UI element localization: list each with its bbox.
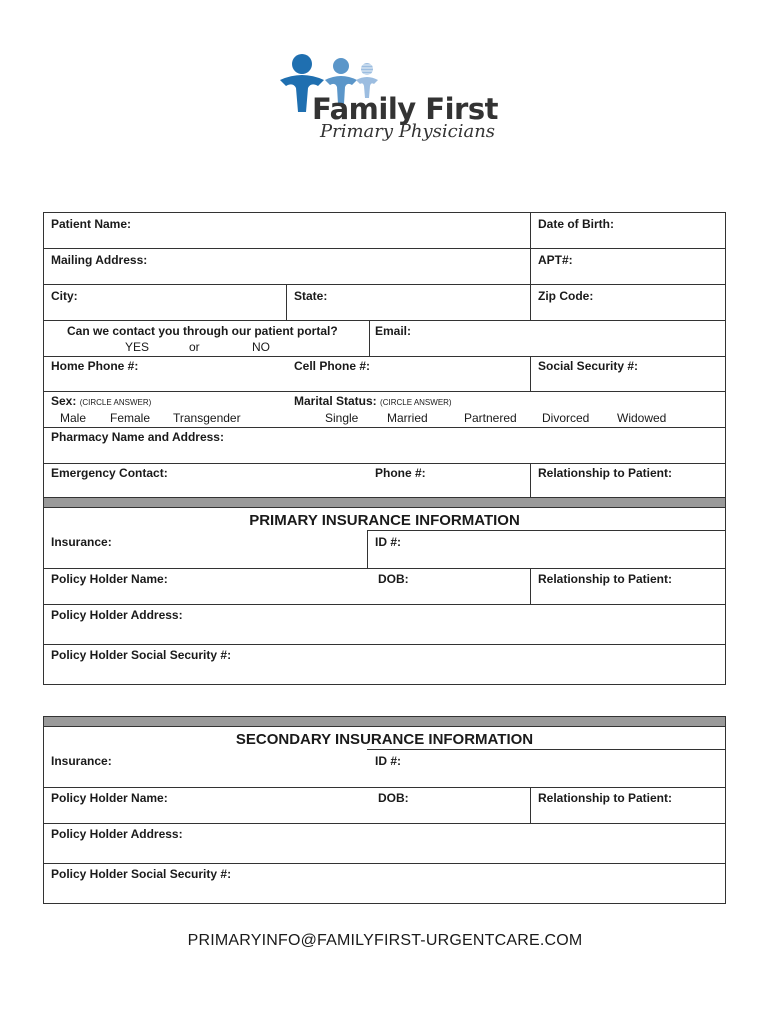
- email-label: Email:: [375, 324, 412, 338]
- secondary-dob-label: DOB:: [378, 791, 409, 805]
- primary-policy-holder-ssn-label: Policy Holder Social Security #:: [51, 648, 232, 662]
- state-label: State:: [294, 289, 328, 303]
- primary-insurance-label: Insurance:: [51, 535, 112, 549]
- footer-email[interactable]: PRIMARYINFO@FAMILYFIRST-URGENTCARE.COM: [187, 932, 583, 949]
- primary-insurance-heading: PRIMARY INSURANCE INFORMATION: [249, 512, 520, 529]
- emergency-contact-label: Emergency Contact:: [51, 466, 168, 480]
- mailing-address-label: Mailing Address:: [51, 253, 148, 267]
- patient-name-label: Patient Name:: [51, 217, 132, 231]
- marital-status-label-text: Marital Status:: [294, 394, 377, 408]
- marital-option-married[interactable]: Married: [387, 411, 428, 425]
- cell-phone-label: Cell Phone #:: [294, 359, 371, 373]
- secondary-policy-holder-address-label: Policy Holder Address:: [51, 827, 183, 841]
- city-label: City:: [51, 289, 78, 303]
- patient-info-section: [43, 212, 726, 498]
- sex-option-transgender[interactable]: Transgender: [173, 411, 241, 425]
- primary-policy-holder-name-label: Policy Holder Name:: [51, 572, 168, 586]
- logo-title: Family First: [312, 92, 498, 126]
- primary-policy-holder-address-label: Policy Holder Address:: [51, 608, 183, 622]
- sex-circle-note: (CIRCLE ANSWER): [79, 398, 152, 407]
- secondary-insurance-heading: SECONDARY INSURANCE INFORMATION: [235, 731, 534, 748]
- secondary-policy-holder-ssn-label: Policy Holder Social Security #:: [51, 867, 232, 881]
- marital-option-single[interactable]: Single: [325, 411, 359, 425]
- sex-label: [51, 394, 151, 408]
- secondary-insurance-section: [43, 716, 726, 904]
- date-of-birth-label: Date of Birth:: [538, 217, 614, 231]
- primary-dob-label: DOB:: [378, 572, 409, 586]
- logo-subtitle: Primary Physicians: [320, 121, 496, 142]
- sex-option-male[interactable]: Male: [60, 411, 87, 425]
- portal-yes-option[interactable]: YES: [125, 340, 150, 354]
- zip-code-label: Zip Code:: [538, 289, 594, 303]
- portal-question-label: Can we contact you through our patient portal?: [67, 324, 338, 338]
- emergency-phone-label: Phone #:: [375, 466, 426, 480]
- marital-status-label: [294, 394, 452, 408]
- secondary-id-label: ID #:: [375, 754, 402, 768]
- logo: [278, 52, 498, 148]
- secondary-insurance-label: Insurance:: [51, 754, 112, 768]
- apt-label: APT#:: [538, 253, 573, 267]
- marital-option-divorced[interactable]: Divorced: [542, 411, 590, 425]
- portal-or-text: or: [189, 340, 200, 354]
- home-phone-label: Home Phone #:: [51, 359, 139, 373]
- marital-option-widowed[interactable]: Widowed: [617, 411, 667, 425]
- marital-circle-note: (CIRCLE ANSWER): [380, 398, 452, 407]
- marital-option-partnered[interactable]: Partnered: [464, 411, 517, 425]
- sex-label-text: Sex:: [51, 394, 77, 408]
- portal-no-option[interactable]: NO: [252, 340, 270, 354]
- social-security-label: Social Security #:: [538, 359, 639, 373]
- secondary-policy-holder-name-label: Policy Holder Name:: [51, 791, 168, 805]
- primary-relationship-label: Relationship to Patient:: [538, 572, 673, 586]
- emergency-relationship-label: Relationship to Patient:: [538, 466, 673, 480]
- primary-id-label: ID #:: [375, 535, 402, 549]
- primary-insurance-section: [43, 497, 726, 685]
- secondary-relationship-label: Relationship to Patient:: [538, 791, 673, 805]
- sex-option-female[interactable]: Female: [110, 411, 151, 425]
- pharmacy-label: Pharmacy Name and Address:: [51, 430, 224, 444]
